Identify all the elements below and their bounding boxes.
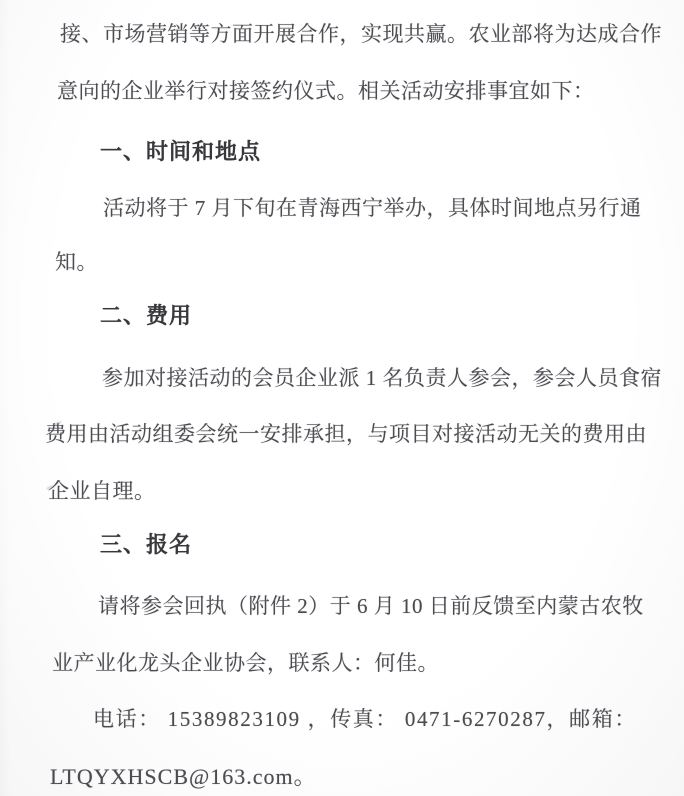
time-place-paragraph-line-1: 活动将于 7 月下旬在青海西宁举办，具体时间地点另行通	[103, 196, 642, 220]
section-heading-registration: 三、报名	[100, 532, 193, 557]
intro-paragraph-line-1: 接、市场营销等方面开展合作，实现共赢。农业部将为达成合作	[60, 22, 662, 46]
registration-paragraph-line-1: 请将参会回执（附件 2）于 6 月 10 日前反馈至内蒙古农牧	[98, 594, 644, 618]
intro-paragraph-line-2: 意向的企业举行对接签约仪式。相关活动安排事宜如下：	[57, 79, 595, 103]
contact-phone-fax-line: 电话： 15389823109 ，传真： 0471-6270287，邮箱：	[93, 707, 637, 731]
fees-paragraph-line-1: 参加对接活动的会员企业派 1 名负责人参会，参会人员食宿	[102, 366, 662, 390]
section-heading-time-and-place: 一、时间和地点	[100, 139, 262, 164]
registration-paragraph-line-2: 业产业化龙头企业协会，联系人：何佳。	[52, 651, 439, 675]
time-place-paragraph-line-2: 知。	[55, 250, 98, 274]
fees-paragraph-line-3: 企业自理。	[48, 479, 156, 503]
contact-email-line: LTQYXHSCB@163.com。	[50, 764, 317, 789]
fees-paragraph-line-2: 费用由活动组委会统一安排承担，与项目对接活动无关的费用由	[45, 422, 647, 446]
section-heading-fees: 二、费用	[100, 303, 193, 328]
